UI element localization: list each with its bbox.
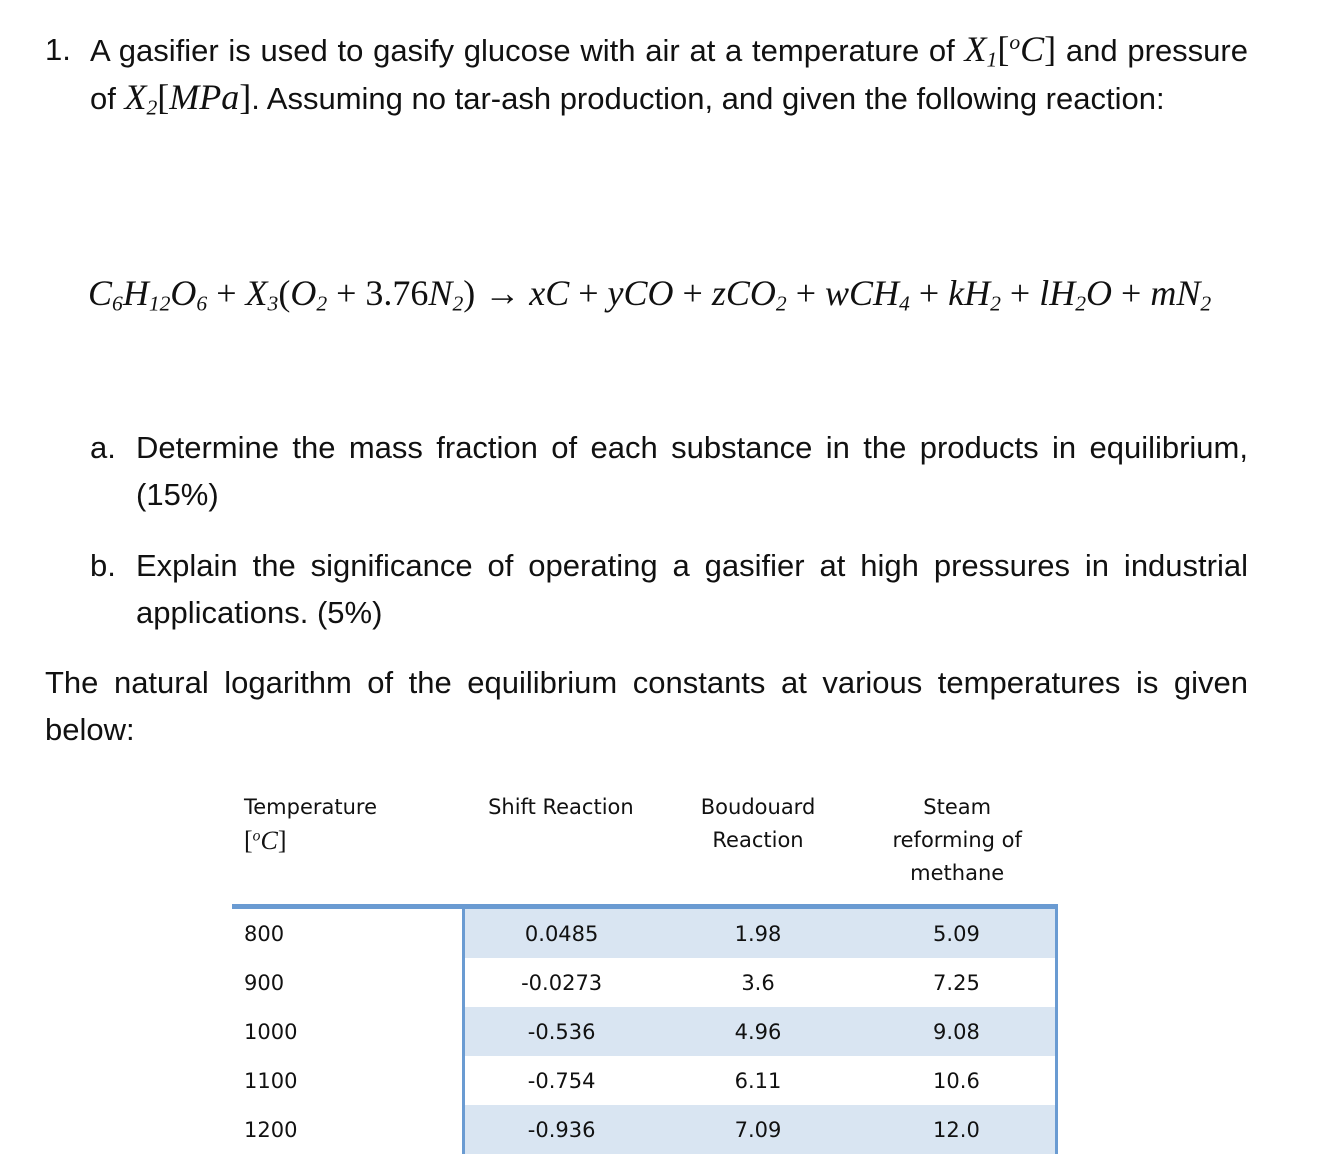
cell-shift: -0.536	[464, 1007, 659, 1056]
product-term: $lH_2O$	[1039, 273, 1113, 316]
table-row	[232, 1105, 1057, 1154]
cell-temperature: 1100	[232, 1056, 464, 1105]
cell-temperature: 1000	[232, 1007, 464, 1056]
cell-shift: -0.936	[464, 1105, 659, 1154]
table-row	[232, 1056, 1057, 1105]
product-term: zCO$_2$	[711, 273, 787, 316]
temperature-variable: $X_1[^oC]$	[964, 29, 1057, 72]
cell-steam: 12.0	[858, 1105, 1057, 1154]
part-b-label: b.	[90, 548, 116, 583]
cell-shift: -0.754	[527, 1068, 596, 1093]
cell-shift: -0.0273	[521, 970, 603, 995]
product-term: xC	[529, 273, 570, 313]
product-term: $mN_2$	[1150, 273, 1212, 316]
question-line2-suffix: . Assuming no tar-ash production, and given the following reaction:	[251, 81, 1165, 116]
table-intro: The natural logarithm of the equilibrium constants at various temperatures is given below:	[45, 665, 1248, 747]
cell-boudouard: 6.11	[734, 1068, 782, 1093]
cell-steam: 10.6	[858, 1056, 1057, 1105]
question-line1-suffix: and	[1065, 33, 1118, 68]
header-steam-reforming: Steam reforming of methane	[858, 785, 1057, 907]
part-a-text: Determine the mass fraction of each substance in the products in equilibrium, (15%)	[136, 430, 1248, 512]
question-number: 1.	[45, 32, 71, 67]
question-text	[90, 26, 1248, 122]
cell-temperature: 1200	[232, 1105, 464, 1154]
table-row	[232, 1007, 1057, 1056]
part-a-label: a.	[90, 430, 116, 465]
header-boudouard-reaction: Boudouard Reaction	[658, 785, 858, 907]
equilibrium-constants-table	[232, 785, 1058, 1154]
table-header-row	[232, 785, 1057, 907]
reaction-equation: $C_6H_{12}O_6 + X_3(O_2 + 3.76N_2)$ → xC + yCO + $zCO_2 + wCH_4 + kH_2 + lH_2O + mN_2$	[88, 273, 1212, 316]
pressure-variable: $X_2[MPa]$	[124, 77, 252, 120]
cell-steam: 5.09	[858, 907, 1057, 959]
cell-boudouard: 3.6	[741, 970, 775, 995]
header-shift-reaction: Shift Reaction	[464, 785, 659, 907]
cell-boudouard: 1.98	[658, 907, 858, 959]
product-term: wCH$_4$	[825, 273, 910, 316]
question-line2-prefix: pressure of	[90, 33, 1248, 116]
question-line1-prefix: A gasifier is used to gasify glucose with air at a temperature of	[90, 33, 955, 68]
header-temperature: Temperature [$^o$C]	[232, 785, 464, 907]
reaction-arrow: →	[484, 273, 521, 313]
cell-shift: 0.0485	[464, 907, 659, 959]
part-b-text: Explain the significance of operating a gasifier at high pressures in industrial applications. (5%)	[136, 548, 1248, 630]
product-term: yCO	[607, 273, 674, 313]
cell-boudouard: 7.09	[658, 1105, 858, 1154]
product-term: $kH_2$	[948, 273, 1001, 316]
cell-boudouard: 4.96	[658, 1007, 858, 1056]
table-row	[232, 958, 1057, 1007]
cell-temperature: 800	[232, 907, 464, 959]
table-row	[232, 907, 1057, 959]
glucose-formula: $C_6H_{12}O_6$	[88, 273, 208, 316]
air-term: $X_3(O_2 + 3.76N_2)$	[245, 273, 476, 316]
cell-steam: 9.08	[858, 1007, 1057, 1056]
cell-temperature: 900	[232, 958, 464, 1007]
cell-steam: 7.25	[858, 958, 1057, 1007]
